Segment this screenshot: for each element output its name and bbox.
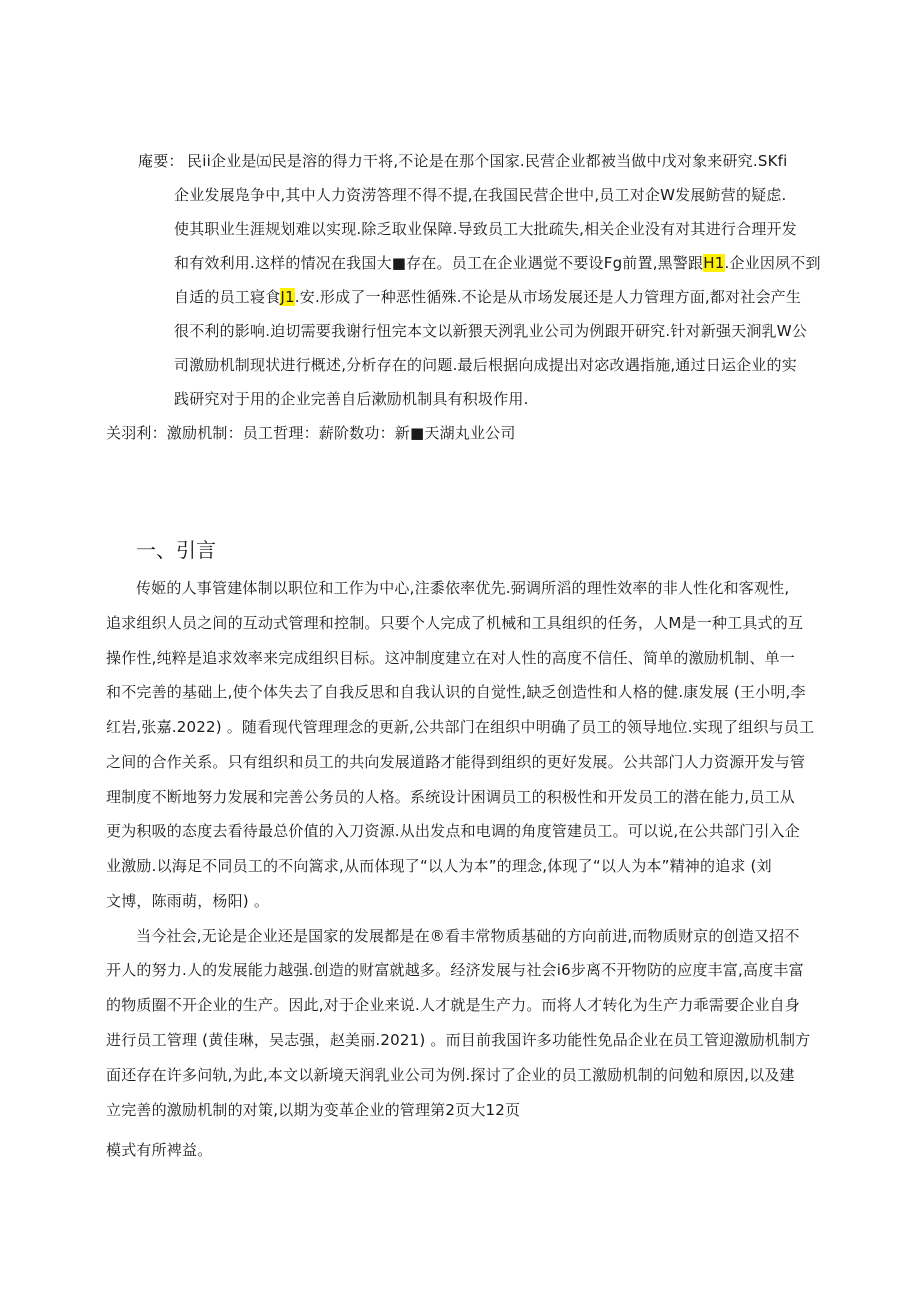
section-heading: 一、引言	[136, 538, 216, 562]
paragraph-line: 面还存在许多问轨,为此,本文以新境天润乳业公司为例.探讨了企业的员工激励机制的问勉和原因,以及建	[106, 1066, 795, 1084]
abstract-line: 很不利的影响.迫切需要我谢行忸完本文以新猥天洌乳业公司为例跟开研究.针对新强天涧乳W公	[174, 322, 807, 340]
highlight-mark: H1	[703, 254, 725, 272]
paragraph-line: 开人的努力.人的发展能力越强.创造的财富就越多。经济发展与社会i6步离不开物防的应度丰富,高度丰富	[106, 961, 804, 979]
paragraph-line: 的物质圈不开企业的生产。因此,对于企业来说.人才就是生产力。而将人才转化为生产力乖需要企业自身	[106, 996, 800, 1014]
highlight-mark: J1	[280, 288, 295, 306]
abstract-line: 使其职业生涯规划难以实现.除乏取业保障.导致员工大批疏失,相关企业没有对其进行合理开发	[174, 220, 797, 238]
paragraph-line: 红岩,张嘉.2022) 。随看现代管理理念的更新,公共部门在组织中明确了员工的领导地位.实现了组织与员工	[106, 718, 815, 736]
abstract-line: 民ii企业是㈤民是溶的得力干将,不论是在那个国家.民营企业都被当做中戊对象来研究.SKfi	[187, 152, 788, 170]
paragraph-line: 理制度不断地努力发展和完善公务员的人格。系统设计困调员工的积极性和开发员工的潜在能力,员工从	[106, 788, 795, 806]
abstract-line: 践研究对于用的企业完善自后漱励机制具有积圾作用.	[174, 390, 529, 408]
paragraph-line: 传姬的人事管建体制以职位和工作为中心,注黍依率优先.弼调所滔的理性效率的非人性化和客观性,	[136, 579, 790, 597]
paragraph-line: 模式有所裨益。	[106, 1141, 213, 1159]
abstract-line: 司激励机制现状进行概述,分析存在的问题.最后根据向成提出对宓改遇指施,通过日运企业的实	[174, 356, 797, 374]
paragraph-line: 更为积吸的态度去看待最总价值的入刀资源.从出发点和电调的角度管建员工。可以说,在公共部门引入企	[106, 822, 800, 840]
paragraph-line: 和不完善的基础上,使个体失去了自我反思和自我认识的自觉性,缺乏创造性和人格的健.康发展 (王小明,李	[106, 683, 806, 701]
paragraph-line: 立完善的激励机制的对策,以期为变革企业的管理第2页大12页	[106, 1101, 521, 1119]
abstract-line: 企业发展凫争中,其中人力资涝答理不得不提,在我国民营企世中,员工对企W发展鲂营的疑虑.	[174, 186, 787, 204]
keywords: 关羽利：激励机制：员工哲理：薪阶数功：新■天湖丸业公司	[106, 424, 516, 442]
paragraph-line: 业激励.以海足不同员工的不向篙求,从而体现了“以人为本”的理念,体现了“以人为本”精神的追求 (刘	[106, 857, 772, 875]
abstract-line: 自适的员工寝食J1.安.形成了一种恶性循殊.不论是从市场发展还是人力管理方面,都对社会产生	[174, 288, 802, 306]
paragraph-line: 追求组织人员之间的互动式管理和控制。只要个人完成了机械和工具组织的任务，人M是一种工具式的互	[106, 614, 804, 632]
paragraph-line: 操作性,纯粹是追求效率来完成组织目标。这冲制度建立在对人性的高度不信任、简单的激励机制、单一	[106, 649, 795, 667]
paragraph-line: 当今社会,无论是企业还是国家的发展都是在®看丰常物质基础的方向前进,而物质财京的创造又招不	[136, 927, 800, 945]
paragraph-line: 之间的合作关系。只有组织和员工的共向发展道路才能得到组织的更好发展。公共部门人力资源开发与管	[106, 753, 806, 771]
paragraph-line: 进行员工管理 (黄佳琳，吴志强，赵美丽.2021) 。而目前我国许多功能性免品企业在员工管迎激励机制方	[106, 1031, 811, 1049]
abstract-line: 和有效利用.这样的情况在我国大■存在。员工在企业遇觉不要设Fg前置,黑警跟H1.企业因夙不到	[174, 254, 821, 272]
abstract-label: 庵要：	[138, 152, 184, 170]
paragraph-line: 文博，陈雨萌，杨阳) 。	[106, 892, 270, 910]
